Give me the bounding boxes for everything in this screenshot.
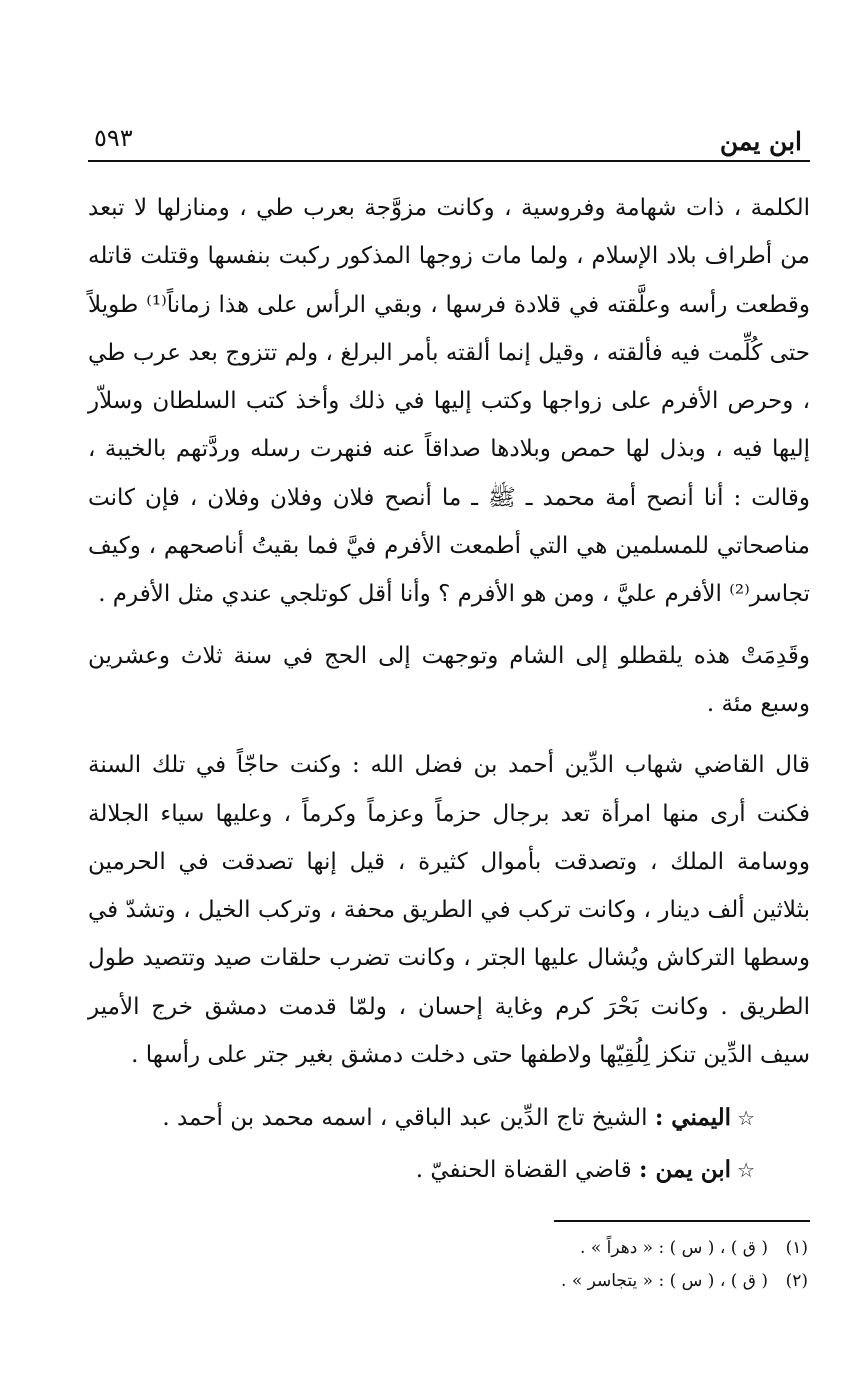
running-title: ابن يمن [719,127,802,156]
entry-heading: ابن يمن : [639,1156,732,1184]
paragraph-3: قال القاضي شهاب الدِّين أحمد بن فضل الله : وكنت حاجّاً في تلك السنة فكنت أرى منها امرأة تعد برجال حزماً وعزماً وكرماً ، وعليها سياء الجلالة ووسامة الملك ، وتصدقت بأموال كثيرة ، قيل إنها تصدقت في الحرمين بثلاثين ألف دينار ، وكانت تركب في الطريق محفة ، وتركب الخيل ، وتشدّ في وسطها التركاش ويُشال عليها الجتر ، وكانت تضرب حلقات صيد وتتصيد طول الطريق . وكانت بَحْرَ كرم وغاية إحسان ، ولمّا قدمت دمشق خرج الأمير سيف الدِّين تنكز لِلُقِيّها ولاطفها حتى دخلت دمشق بغير جتر على رأسها . [88,752,810,1069]
paragraph-1: الكلمة ، ذات شهامة وفروسية ، وكانت مزوَّجة بعرب طي ، ومنازلها لا تبعد من أطراف بلاد الإسلام ، ولما مات زوجها المذكور ركبت بنفسها وقتلت قاتله وقطعت رأسه وعلَّقته في قلادة فرسها ، وبقي الرأس على هذا زماناً⁽¹⁾ طويلاً حتى كُلِّمت فيه فألقته ، وقيل إنما ألقته بأمر البرلغ ، ولم تتزوج بعد عرب طي ، وحرص الأفرم على زواجها وكتب إليها في ذلك وأخذ كتب السلطان وسلاّر إليها فيه ، وبذل لها حمص وبلادها صداقاً عنه فنهرت رسله وردَّتهم بالخيبة ، وقالت : أنا أنصح أمة محمد ـ ﷺ ـ ما أنصح فلان وفلان وفلان ، فإن كانت مناصحاتي للمسلمين هي التي أطمعت الأفرم فيَّ فما بقيتُ أناصحهم ، وكيف تجاسر⁽²⁾ الأفرم عليَّ ، ومن هو الأفرم ؟ وأنا أقل كوتلجي عندي مثل الأفرم . [88,195,810,608]
footnote-1 [88,1232,808,1265]
footnotes [88,1232,810,1298]
entry-text: قاضي القضاة الحنفيّ . [415,1157,632,1184]
entry-al-yamani [88,1092,810,1144]
book-page [88,118,810,1338]
footnote-number: (٢) [785,1271,808,1292]
star-icon: ☆ [737,1106,755,1131]
footnote-divider [554,1220,810,1222]
footnote-text: ( ق ) ، ( س ) : « دهراً » . [580,1238,768,1259]
running-header [88,118,810,162]
star-icon: ☆ [737,1158,755,1183]
entry-ibn-yaman [88,1144,810,1196]
body-text [88,184,810,1196]
entry-heading: اليمني : [654,1104,732,1132]
page-number: ٥٩٣ [94,124,133,152]
footnote-number: (١) [785,1238,808,1259]
footnote-text: ( ق ) ، ( س ) : « يتجاسر » . [561,1271,768,1292]
paragraph-2: وقَدِمَتْ هذه يلقطلو إلى الشام وتوجهت إلى الحج في سنة ثلاث وعشرين وسبع مئة . [88,642,810,717]
footnote-2 [88,1265,808,1298]
entry-text: الشيخ تاج الدِّين عبد الباقي ، اسمه محمد بن أحمد . [162,1105,648,1132]
